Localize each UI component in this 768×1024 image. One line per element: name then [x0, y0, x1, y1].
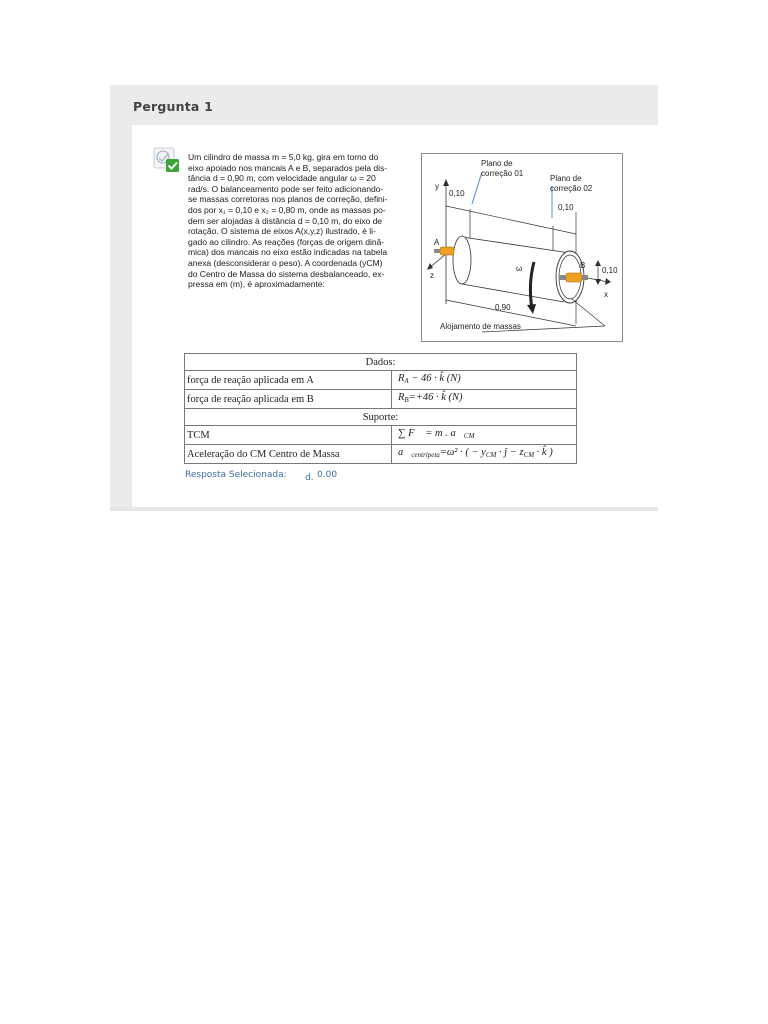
label-omega: ω — [516, 264, 523, 273]
question-line: anexa (desconsiderar o peso). A coordenada (yCM) — [188, 257, 383, 268]
question-text — [188, 152, 416, 290]
selected-answer-value: 0.00 — [317, 470, 338, 480]
table-cell-formula — [392, 371, 577, 390]
label-plano1-l1: Plano de — [481, 159, 513, 168]
label-bearing-a: A — [434, 238, 440, 247]
formula-part: a⃗ — [398, 447, 412, 458]
label-y-axis: y — [435, 182, 439, 191]
label-dim-radius: 0,10 — [602, 266, 618, 275]
label-z-axis: z — [430, 271, 434, 280]
label-bearing-b: B — [580, 261, 586, 270]
table-cell-label: força de reação aplicada em B — [185, 390, 392, 409]
formula-part: =+46 · k̂ (N) — [408, 392, 463, 403]
question-line: se massas corretoras nos planos de correção, defini- — [188, 194, 388, 205]
label-dim-length: 0,90 — [495, 303, 511, 312]
question-line: mica) dos mancais no eixo estão indicadas na tabela — [188, 247, 388, 258]
question-line: gado ao cilindro. As reações (forças de origem dinâ- — [188, 236, 385, 247]
formula-sub: CM — [463, 432, 475, 440]
table-cell-formula — [392, 390, 577, 409]
formula-part: − 46 · k̂ (N) — [408, 373, 461, 384]
table-row — [185, 445, 577, 464]
table-cell-formula — [392, 445, 577, 464]
label-dim-right: 0,10 — [558, 203, 574, 212]
label-plano2-l2: correção 02 — [550, 184, 593, 193]
label-dim-left: 0,10 — [449, 189, 465, 198]
question-line: eixo apoiado nos mancais A e B, separados pela dis- — [188, 162, 388, 173]
table-row — [185, 390, 577, 409]
table-row — [185, 371, 577, 390]
question-line: dem ser alojadas à distância d = 0,10 m, do eixo de — [188, 215, 383, 226]
question-line: rotação. O sistema de eixos A(x,y,z) ilustrado, é li- — [188, 226, 376, 237]
formula-sub: centripeta — [411, 451, 440, 459]
formula-part: R — [398, 373, 405, 384]
formula-part: · ĵ − z — [496, 447, 524, 458]
table-row — [185, 426, 577, 445]
question-line: rad/s. O balanceamento pode ser feito adicionando- — [188, 183, 384, 194]
data-table — [184, 353, 577, 464]
answered-correct-check-icon — [153, 147, 181, 173]
question-line: dos por x₁ = 0,10 e x₂ = 0,80 m, onde as massas po- — [188, 204, 386, 215]
selected-answer-label: Resposta Selecionada: — [185, 470, 287, 480]
cylinder-diagram — [421, 153, 623, 342]
selected-answer-letter: d. — [305, 473, 314, 483]
table-cell-label: força de reação aplicada em A — [185, 371, 392, 390]
cylinder-drawing — [422, 154, 622, 341]
formula-sub: A — [404, 377, 409, 385]
label-plano2-l1: Plano de — [550, 174, 582, 183]
formula-part: ∑ F⃗ = m . a⃗ — [398, 428, 464, 439]
table-header-suporte: Suporte: — [185, 409, 577, 426]
question-line: tância d = 0,90 m, com velocidade angular ω = 20 — [188, 173, 376, 184]
table-cell-label: Aceleração do CM Centro de Massa — [185, 445, 392, 464]
formula-sub: CM — [523, 451, 535, 459]
formula-part: =ω² · ( − y — [439, 447, 486, 458]
formula-sub: CM — [485, 451, 497, 459]
label-mass-housing: Alojamento de massas — [440, 322, 521, 331]
label-x-axis: x — [604, 290, 608, 299]
formula-part: · k̂ ) — [534, 447, 553, 458]
question-line: pressa em (m), é aproximadamente: — [188, 279, 325, 290]
table-cell-label: TCM — [185, 426, 392, 445]
label-plano1-l2: correção 01 — [481, 169, 524, 178]
question-title: Pergunta 1 — [133, 99, 214, 114]
panel-bottom-border — [110, 507, 658, 511]
formula-sub: B — [404, 396, 409, 404]
table-header-dados: Dados: — [185, 354, 577, 371]
question-line: do Centro de Massa do sistema desbalanceado, ex- — [188, 268, 385, 279]
table-cell-formula — [392, 426, 577, 445]
question-line: Um cilindro de massa m = 5,0 kg, gira em torno do — [188, 152, 379, 162]
formula-part: R — [398, 392, 405, 403]
